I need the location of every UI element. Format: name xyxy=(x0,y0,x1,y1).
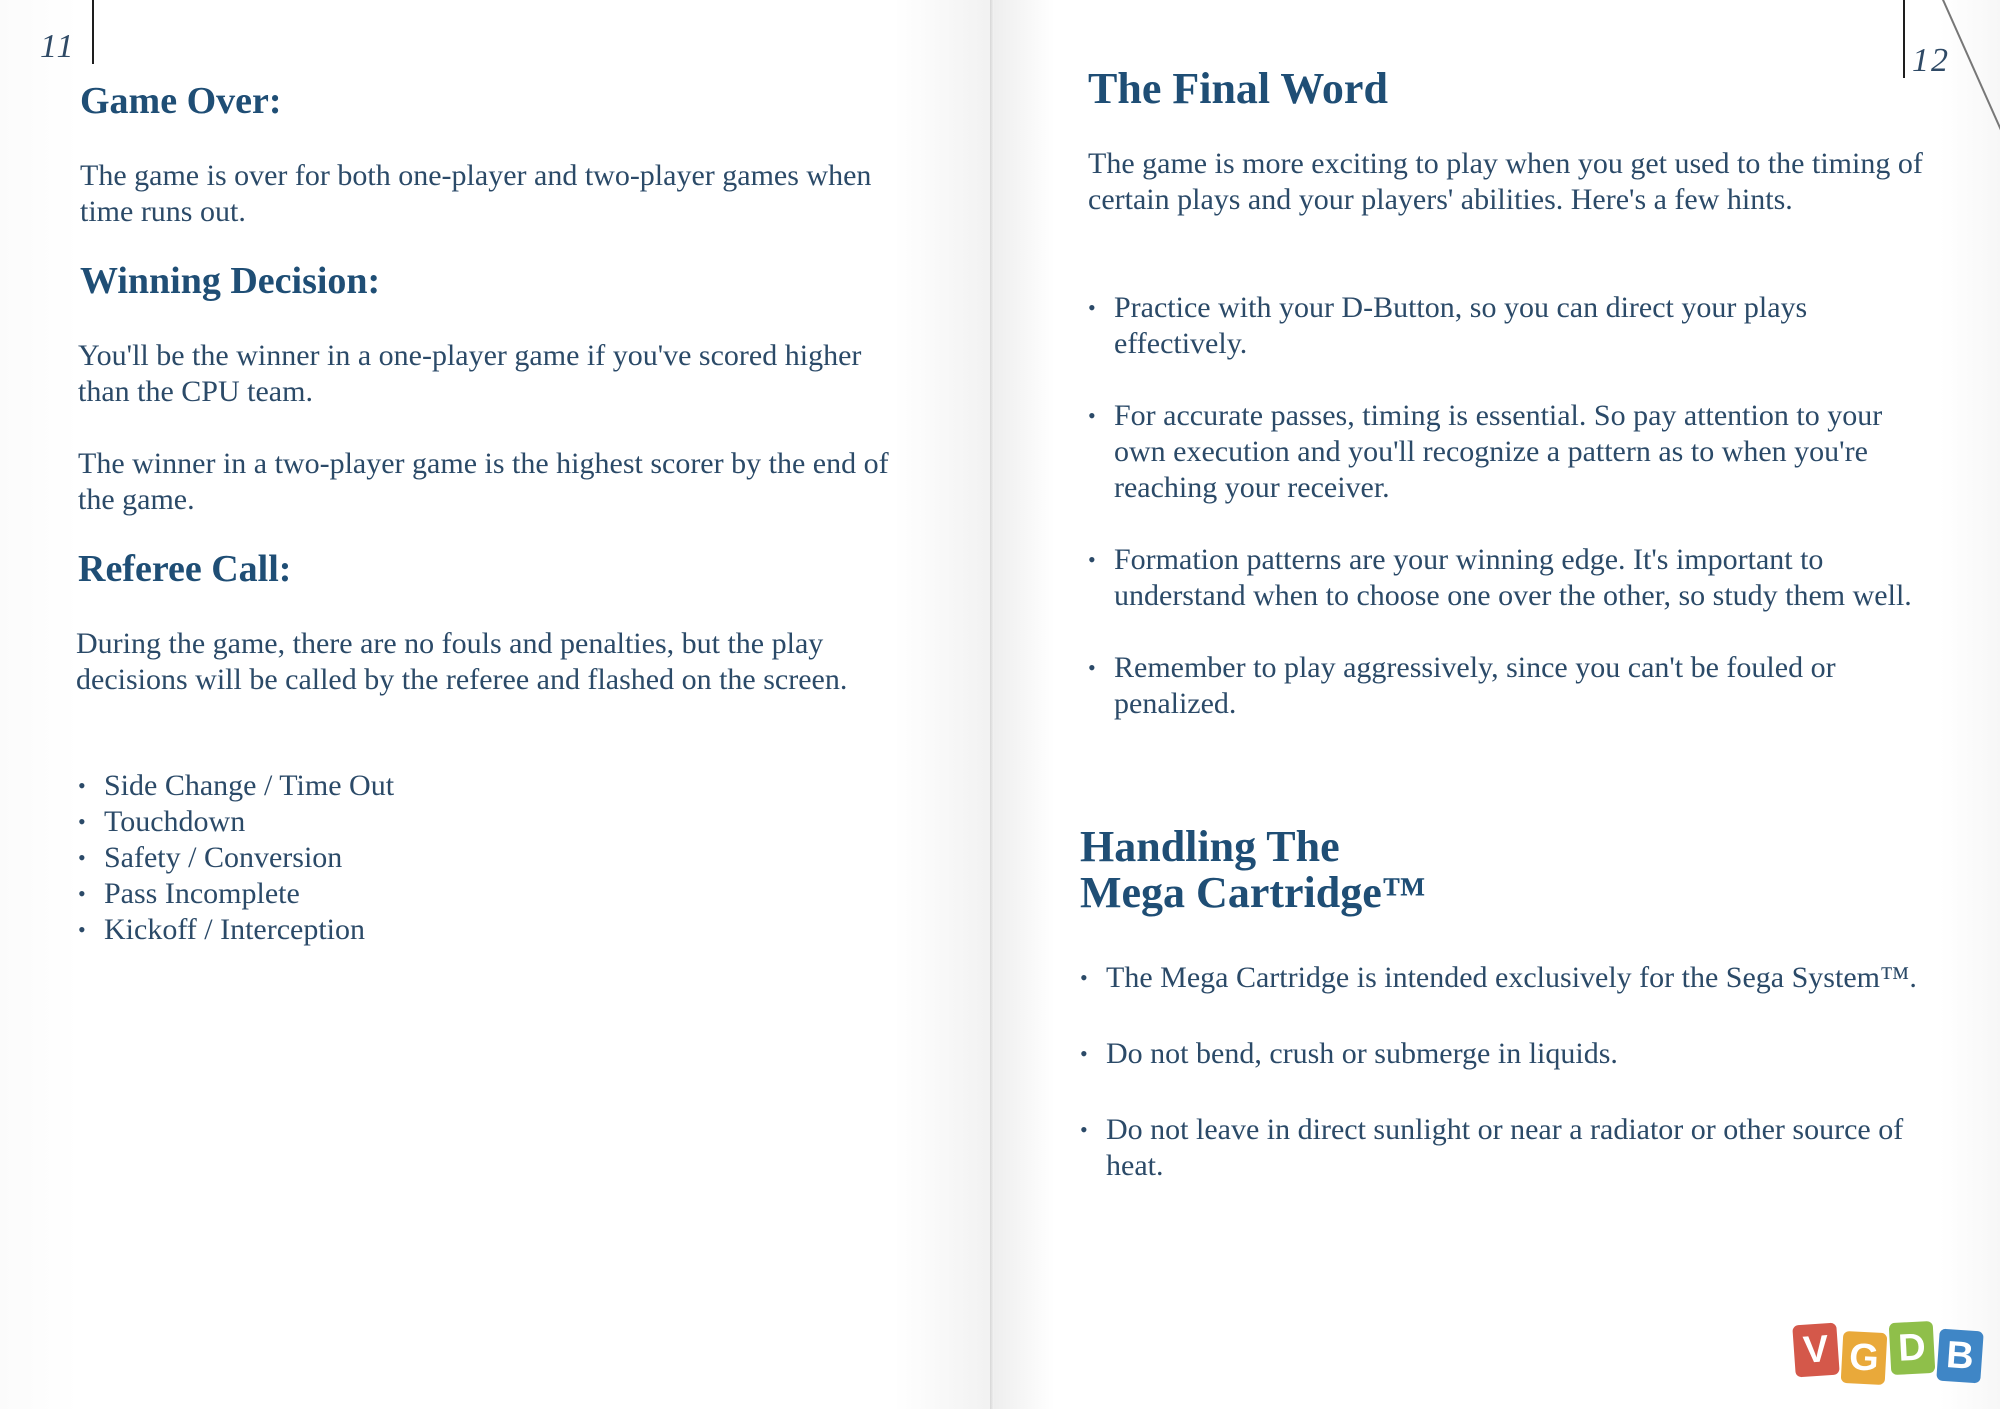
referee-call-item: • Pass Incomplete xyxy=(78,876,678,912)
game-over-heading: Game Over: xyxy=(80,80,282,122)
hint-item: • Formation patterns are your winning edge. It's important to understand when to choose one over the other, so study them well. xyxy=(1088,542,1928,614)
logo-tile-b: B xyxy=(1936,1329,1984,1384)
final-word-intro: The game is more exciting to play when you get used to the timing of certain plays and your players' abilities. Here's a few hints. xyxy=(1088,147,1923,216)
vgdb-watermark-logo xyxy=(1794,1322,1990,1384)
referee-call-heading: Referee Call: xyxy=(78,548,292,590)
hint-item: • For accurate passes, timing is essential. So pay attention to your own execution and you'll recognize a pattern as to when you're reaching your receiver. xyxy=(1088,398,1928,506)
logo-tile-v: V xyxy=(1792,1323,1840,1378)
referee-call-list xyxy=(78,768,678,948)
handling-heading-line-2: Mega Cartridge™ xyxy=(1080,868,1426,917)
hint-item: • Practice with your D-Button, so you can direct your plays effectively. xyxy=(1088,290,1928,362)
right-page-number: 12 xyxy=(1912,42,1950,79)
care-item: • Do not leave in direct sunlight or near a radiator or other source of heat. xyxy=(1080,1112,1930,1184)
referee-call-item: • Touchdown xyxy=(78,804,678,840)
logo-tile-d: D xyxy=(1889,1321,1936,1375)
handling-cartridge-heading xyxy=(1080,824,1426,916)
left-margin-rule xyxy=(92,0,94,64)
winning-decision-paragraph-1: You'll be the winner in a one-player game if you've scored higher than the CPU team. xyxy=(78,339,862,408)
left-page-number: 11 xyxy=(40,28,76,65)
winning-decision-heading: Winning Decision: xyxy=(80,260,381,302)
hint-item: • Remember to play aggressively, since you can't be fouled or penalized. xyxy=(1088,650,1928,722)
final-word-heading: The Final Word xyxy=(1088,64,1388,113)
logo-tile-g: G xyxy=(1841,1331,1888,1385)
right-margin-rule xyxy=(1903,0,1905,78)
referee-call-text: During the game, there are no fouls and penalties, but the play decisions will be called by the referee and flashed on the screen. xyxy=(76,627,848,696)
handling-heading-line-1: Handling The xyxy=(1080,822,1340,871)
hints-list xyxy=(1088,290,1928,758)
referee-call-item: • Kickoff / Interception xyxy=(78,912,678,948)
referee-call-item: • Safety / Conversion xyxy=(78,840,678,876)
care-item: • The Mega Cartridge is intended exclusively for the Sega System™. xyxy=(1080,960,1930,996)
care-item: • Do not bend, crush or submerge in liquids. xyxy=(1080,1036,1930,1072)
winning-decision-paragraph-2: The winner in a two-player game is the highest scorer by the end of the game. xyxy=(78,447,889,516)
left-page xyxy=(0,0,994,1409)
cartridge-care-list xyxy=(1080,960,1930,1224)
referee-call-item: • Side Change / Time Out xyxy=(78,768,678,804)
game-over-text: The game is over for both one-player and two-player games when time runs out. xyxy=(80,159,872,228)
